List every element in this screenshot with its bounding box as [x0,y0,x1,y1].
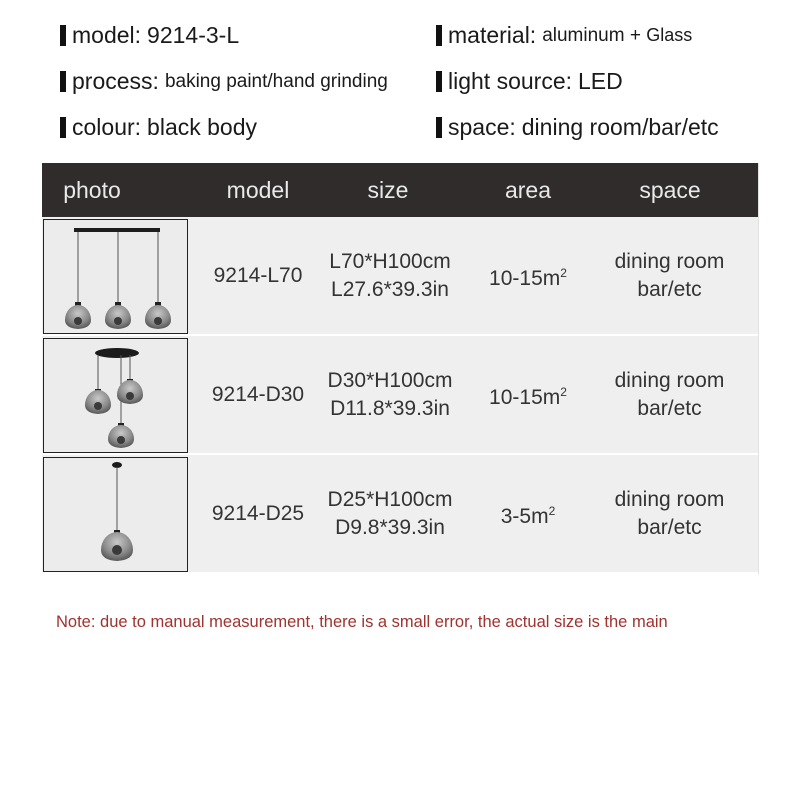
round-3-pendant-photo [43,338,188,453]
model-cell: 9214-D30 [211,382,305,406]
space-cell [597,336,742,453]
area-exponent: 2 [548,503,556,518]
area-value [489,378,567,412]
bullet-bar-icon [436,71,442,92]
size-cell [320,217,460,334]
spec-process [60,68,388,95]
space-line-1: dining room [614,368,725,392]
spec-model-value: 9214-3-L [147,22,240,48]
measurement-note: Note: due to manual measurement, there is a small error, the actual size is the main [56,613,668,631]
space-line-2: bar/etc [637,515,702,539]
area-number: 10-15m [489,385,561,409]
bullet-bar-icon [60,71,66,92]
area-exponent: 2 [560,265,567,280]
model-cell: 9214-D25 [211,501,305,525]
bullet-bar-icon [436,25,442,46]
size-imperial: L27.6*39.3in [331,277,449,301]
spec-space [436,114,719,141]
bullet-bar-icon [436,117,442,138]
bullet-bar-icon [60,117,66,138]
spec-material [436,22,692,49]
header-size: size [367,177,409,203]
area-value [501,497,556,531]
size-imperial: D9.8*39.3in [335,515,445,539]
area-exponent: 2 [560,384,567,399]
size-metric: D30*H100cm [327,368,453,392]
spec-space-value: dining room/bar/etc [521,114,719,140]
table-header [42,163,758,217]
space-line-2: bar/etc [637,277,702,301]
spec-material-value [542,25,692,47]
spec-model [60,22,239,49]
spec-colour [60,114,257,141]
bullet-bar-icon [60,25,66,46]
size-cell [320,455,460,572]
area-number: 3-5m [500,504,549,528]
spec-colour-label: colour: [72,114,142,140]
header-area: area [504,177,552,203]
spec-light-source-label: light source: [448,68,573,94]
area-number: 10-15m [489,266,561,290]
table-row [42,455,758,572]
spec-model-label: model: [72,22,142,48]
model-cell: 9214-L70 [213,263,303,287]
header-photo: photo [63,177,121,203]
spec-process-label: process: [72,68,159,94]
area-cell [472,217,584,334]
space-line-1: dining room [614,249,725,273]
size-metric: D25*H100cm [327,487,453,511]
area-cell [472,336,584,453]
spec-material-label: material: [448,22,537,48]
size-cell [320,336,460,453]
header-space: space [639,177,701,203]
space-line-2: bar/etc [637,396,702,420]
space-cell [597,217,742,334]
spec-light-source [436,68,623,95]
area-value [489,259,567,293]
space-cell [597,455,742,572]
size-imperial: D11.8*39.3in [330,396,450,420]
header-model: model [226,177,290,203]
spec-material-value-main: aluminum + [542,24,641,46]
spec-process-value: baking paint/hand grinding [164,70,388,92]
linear-3-pendant-photo [43,219,188,334]
size-metric: L70*H100cm [329,249,451,273]
table-row [42,217,758,336]
table-row [42,336,758,455]
spec-space-label: space: [448,114,516,140]
area-cell [472,455,584,572]
spec-colour-value: black body [147,114,258,140]
single-pendant-photo [43,457,188,572]
spec-light-source-value: LED [578,68,623,94]
spec-material-value-extra: Glass [646,24,693,45]
space-line-1: dining room [614,487,725,511]
product-table [42,163,759,574]
